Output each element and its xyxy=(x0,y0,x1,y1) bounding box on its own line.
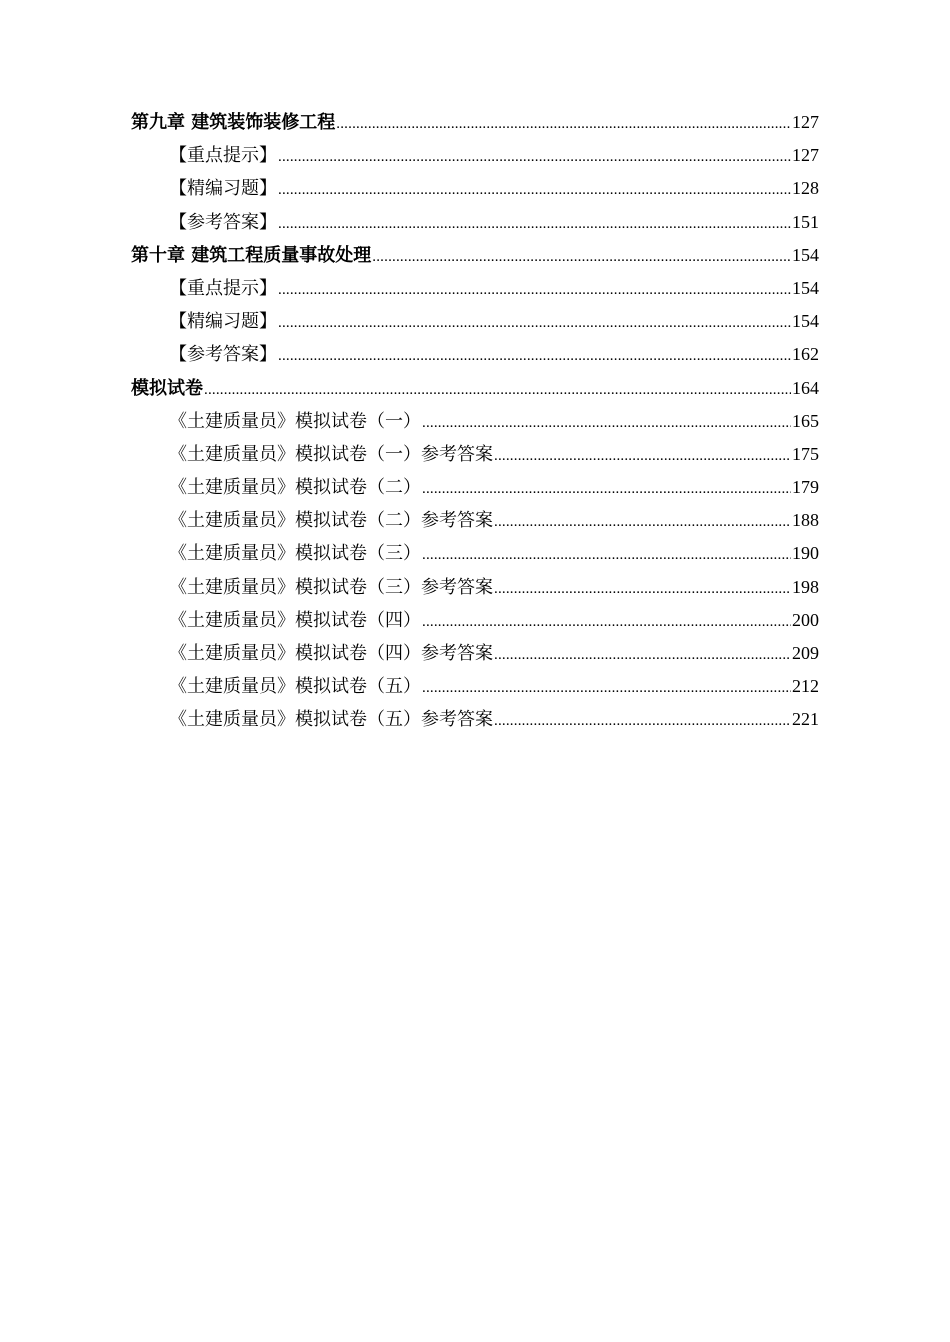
toc-entry-title: 《土建质量员》模拟试卷（二） xyxy=(169,477,421,499)
table-of-contents xyxy=(131,106,819,737)
toc-page-number: 154 xyxy=(792,311,819,332)
toc-entry-title: 【精编习题】 xyxy=(169,178,277,200)
toc-entry-title: 【参考答案】 xyxy=(169,344,277,366)
toc-entry-title: 《土建质量员》模拟试卷（四）参考答案 xyxy=(169,643,493,664)
toc-entry-title: 《土建质量员》模拟试卷（二）参考答案 xyxy=(169,510,493,532)
toc-page-number: 188 xyxy=(792,510,819,531)
toc-entry-title: 《土建质量员》模拟试卷（一）参考答案 xyxy=(169,443,493,465)
toc-entry-title: 【参考答案】 xyxy=(169,211,277,233)
toc-page-number: 190 xyxy=(792,543,819,564)
toc-section-entry[interactable] xyxy=(131,471,819,504)
toc-section-entry[interactable] xyxy=(131,670,819,703)
toc-dot-leader xyxy=(278,340,791,373)
toc-entry-title: 《土建质量员》模拟试卷（五）参考答案 xyxy=(169,709,493,731)
toc-page-number: 175 xyxy=(792,443,819,464)
toc-page-number: 212 xyxy=(792,676,819,697)
toc-section-entry[interactable] xyxy=(131,405,819,438)
toc-chapter-entry[interactable] xyxy=(131,106,819,139)
toc-entry-title: 《土建质量员》模拟试卷（五） xyxy=(169,676,421,698)
toc-section-entry[interactable] xyxy=(131,571,819,604)
toc-chapter-entry[interactable] xyxy=(131,239,819,272)
toc-page-number: 128 xyxy=(792,178,819,199)
toc-entry-title: 【重点提示】 xyxy=(169,145,277,167)
toc-section-entry[interactable] xyxy=(131,438,819,471)
toc-page-number: 221 xyxy=(792,709,819,730)
toc-page-number: 164 xyxy=(792,377,819,398)
toc-page-number: 200 xyxy=(792,609,819,630)
toc-section-entry[interactable] xyxy=(131,703,819,736)
toc-dot-leader xyxy=(372,241,791,274)
toc-section-entry[interactable] xyxy=(131,604,819,637)
toc-dot-leader xyxy=(494,440,791,473)
toc-section-entry[interactable] xyxy=(131,305,819,338)
toc-entry-title: 《土建质量员》模拟试卷（三） xyxy=(169,543,421,565)
toc-entry-title: 《土建质量员》模拟试卷（四） xyxy=(169,609,421,631)
toc-dot-leader xyxy=(278,208,791,241)
toc-dot-leader xyxy=(494,506,791,539)
toc-entry-title: 《土建质量员》模拟试卷（一） xyxy=(169,410,421,432)
toc-page-number: 179 xyxy=(792,477,819,498)
toc-dot-leader xyxy=(422,539,791,572)
toc-section-entry[interactable] xyxy=(131,338,819,371)
toc-entry-title: 模拟试卷 xyxy=(131,377,203,399)
toc-page-number: 127 xyxy=(792,112,819,132)
toc-page-number: 154 xyxy=(792,244,819,265)
toc-entry-title: 第九章 建筑装饰装修工程 xyxy=(131,112,336,133)
toc-dot-leader xyxy=(422,606,791,639)
toc-dot-leader xyxy=(422,407,791,440)
toc-page-number: 151 xyxy=(792,211,819,232)
toc-dot-leader xyxy=(494,639,791,672)
toc-page-number: 127 xyxy=(792,145,819,166)
toc-entry-title: 《土建质量员》模拟试卷（三）参考答案 xyxy=(169,576,493,598)
toc-section-entry[interactable] xyxy=(131,272,819,305)
toc-section-entry[interactable] xyxy=(131,637,819,670)
toc-page-number: 165 xyxy=(792,410,819,431)
toc-dot-leader xyxy=(494,573,791,606)
toc-section-entry[interactable] xyxy=(131,206,819,239)
toc-dot-leader xyxy=(278,174,791,207)
toc-dot-leader xyxy=(278,307,791,340)
toc-page-number: 198 xyxy=(792,576,819,597)
toc-dot-leader xyxy=(278,274,791,307)
toc-dot-leader xyxy=(422,672,791,705)
toc-entry-title: 【重点提示】 xyxy=(169,277,277,299)
toc-dot-leader xyxy=(336,108,791,141)
toc-chapter-entry[interactable] xyxy=(131,372,819,405)
toc-section-entry[interactable] xyxy=(131,504,819,537)
toc-section-entry[interactable] xyxy=(131,172,819,205)
toc-section-entry[interactable] xyxy=(131,537,819,570)
toc-dot-leader xyxy=(422,473,791,506)
toc-page-number: 154 xyxy=(792,277,819,298)
toc-dot-leader xyxy=(204,374,791,407)
toc-page-number: 209 xyxy=(792,643,819,663)
toc-entry-title: 【精编习题】 xyxy=(169,311,277,333)
toc-page-number: 162 xyxy=(792,344,819,365)
toc-section-entry[interactable] xyxy=(131,139,819,172)
toc-dot-leader xyxy=(494,705,791,738)
toc-dot-leader xyxy=(278,141,791,174)
toc-entry-title: 第十章 建筑工程质量事故处理 xyxy=(131,244,372,266)
